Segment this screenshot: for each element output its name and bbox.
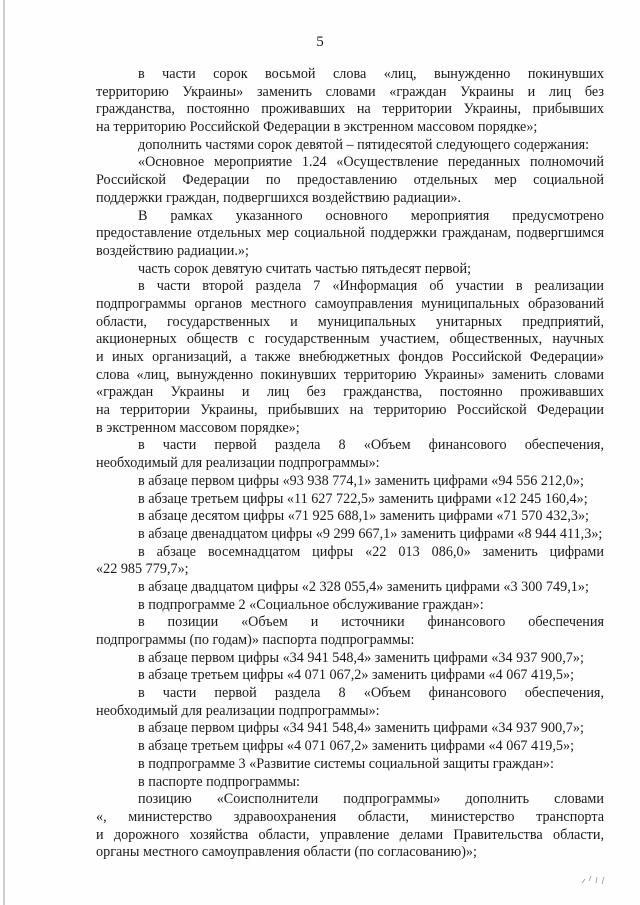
text-line: дополнить частями сорок девятой – пятидесятой следующего содержания: — [138, 136, 590, 153]
text-line: в части сорок восьмой слова «лиц, вынужденно покинувших — [138, 66, 604, 82]
text-line: в паспорте подпрограммы: — [138, 773, 300, 790]
text-line: В рамках указанного основного мероприятия предусмотрено — [138, 207, 604, 224]
text-line: поддержки граждан, подвергшихся воздействию радиации». — [96, 189, 462, 206]
text-line: в части первой раздела 8 «Объем финансового обеспечения, — [138, 685, 604, 702]
text-line: органы местного самоуправления области (по согласованию)»; — [96, 844, 477, 861]
text-line: гражданства, постоянно проживавших на территории Украины, прибывших — [96, 101, 604, 118]
text-line: необходимый для реализации подпрограммы»: — [96, 455, 380, 472]
text-line: «22 985 779,7»; — [96, 561, 189, 578]
text-line: «граждан Украины и лиц без гражданства, постоянно проживавших — [96, 384, 604, 401]
text-line: подпрограммы органов местного самоуправления муниципальных образований — [96, 295, 604, 312]
text-line: и иных организаций, а также внебюджетных фондов Российской Федерации» — [96, 349, 604, 365]
text-line: «Основное мероприятие 1.24 «Осуществление переданных полномочий — [138, 154, 604, 171]
page-number: 5 — [316, 34, 324, 50]
text-line: в абзаце двадцатом цифры «2 328 055,4» заменить цифрами «3 300 749,1»; — [138, 578, 589, 595]
text-line: часть сорок девятую считать частью пятьдесят первой; — [138, 260, 472, 277]
text-line: в части второй раздела 7 «Информация об участии в реализации — [138, 278, 604, 295]
text-line: в абзаце первом цифры «93 938 774,1» заменить цифрами «94 556 212,0»; — [138, 472, 584, 489]
text-line: области, государственных и муниципальных унитарных предприятий, — [96, 313, 604, 330]
text-line: воздействию радиации.»; — [96, 242, 249, 259]
text-line: в абзаце первом цифры «34 941 548,4» заменить цифрами «34 937 900,7»; — [138, 720, 584, 737]
text-line: в абзаце двенадцатом цифры «9 299 667,1» заменить цифрами «8 944 411,3»; — [138, 525, 603, 542]
text-line: на территорию Российской Федерации в экстренном массовом порядке»; — [96, 119, 538, 136]
text-line: и дорожного хозяйства области, управление делами Правительства области, — [96, 826, 604, 843]
text-line: в абзаце первом цифры «34 941 548,4» заменить цифрами «34 937 900,7»; — [138, 649, 584, 666]
text-line: слова «лиц, вынужденно покинувших территорию Украины» заменить словами — [96, 366, 604, 383]
text-line: в абзаце третьем цифры «4 071 067,2» заменить цифрами «4 067 419,5»; — [138, 667, 575, 684]
text-line: необходимый для реализации подпрограммы»: — [96, 702, 380, 719]
page-edge — [3, 0, 5, 905]
text-line: на территории Украины, прибывших на территорию Российской Федерации — [96, 402, 604, 419]
text-line: в подпрограмме 2 «Социальное обслуживание граждан»: — [138, 596, 484, 613]
text-line: в части первой раздела 8 «Объем финансового обеспечения, — [138, 437, 604, 454]
text-line: предоставление отдельных мер социальной поддержки гражданам, подвергшимся — [96, 225, 604, 242]
text-line: подпрограммы (по годам)» паспорта подпрограммы: — [96, 632, 415, 648]
document-body — [96, 66, 604, 862]
text-line: «, министерство здравоохранения области, министерство транспорта — [96, 808, 604, 825]
text-line: в абзаце восемнадцатом цифры «22 013 086,0» заменить цифрами — [138, 543, 604, 560]
text-line: в абзаце третьем цифры «11 627 722,5» заменить цифрами «12 245 160,4»; — [138, 490, 588, 507]
text-line: Российской Федерации по предоставлению отдельных мер социальной — [96, 172, 604, 189]
text-line: в абзаце третьем цифры «4 071 067,2» заменить цифрами «4 067 419,5»; — [138, 738, 575, 755]
scan-artifact — [580, 871, 610, 887]
text-line: в подпрограмме 3 «Развитие системы социальной защиты граждан»: — [138, 755, 554, 772]
text-line: в позиции «Объем и источники финансового обеспечения — [138, 614, 604, 631]
text-line: в абзаце десятом цифры «71 925 688,1» заменить цифрами «71 570 432,3»; — [138, 508, 590, 525]
text-line: акционерных обществ с государственным участием, общественных, научных — [96, 331, 604, 348]
text-line: территорию Украины» заменить словами «граждан Украины и лиц без — [96, 83, 604, 100]
text-line: позицию «Соисполнители подпрограммы» дополнить словами — [138, 791, 604, 808]
text-line: в экстренном массовом порядке»; — [96, 419, 300, 436]
